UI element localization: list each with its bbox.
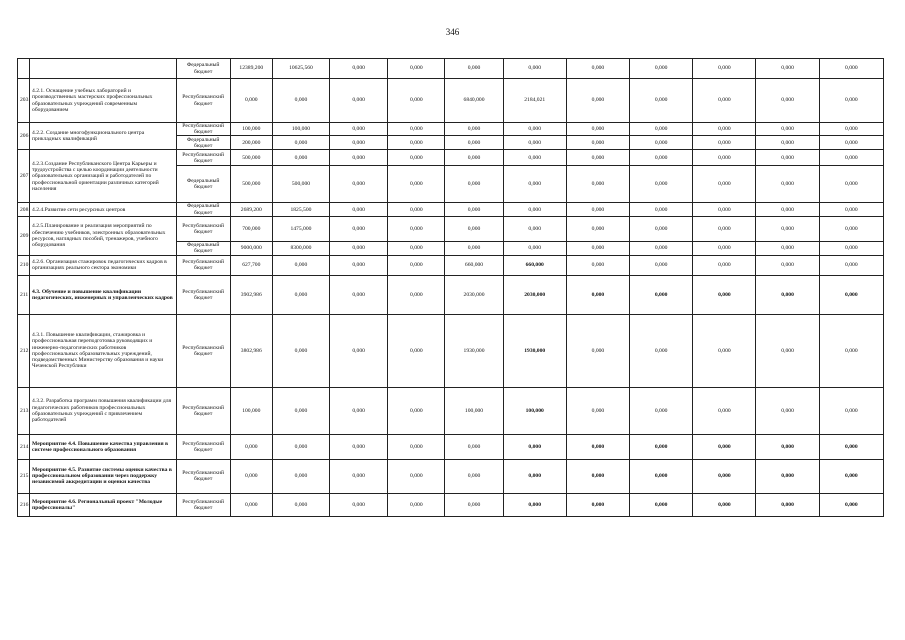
amount-cell: 0,000: [630, 216, 693, 241]
funding-source: Федеральный бюджет: [176, 59, 230, 79]
amount-cell: 8300,000: [272, 241, 329, 255]
amount-cell: 100,000: [230, 123, 272, 136]
activity-description: Мероприятие 4.4. Повышение качества управления в системе профессионального образования: [30, 434, 177, 459]
amount-cell: 0,000: [272, 459, 329, 493]
amount-cell: 0,000: [388, 123, 445, 136]
amount-cell: 660,000: [503, 255, 566, 275]
amount-cell: 0,000: [756, 387, 819, 434]
amount-cell: 0,000: [272, 493, 329, 516]
table-row: [18, 59, 884, 79]
amount-cell: 0,000: [566, 434, 629, 459]
amount-cell: 0,000: [630, 434, 693, 459]
amount-cell: 0,000: [630, 255, 693, 275]
amount-cell: 0,000: [272, 79, 329, 123]
amount-cell: 0,000: [503, 166, 566, 203]
amount-cell: 0,000: [503, 136, 566, 150]
amount-cell: 0,000: [819, 241, 883, 255]
amount-cell: 0,000: [272, 434, 329, 459]
funding-source: Республиканский бюджет: [176, 275, 230, 314]
amount-cell: 0,000: [388, 241, 445, 255]
amount-cell: 0,000: [819, 275, 883, 314]
amount-cell: 0,000: [445, 434, 503, 459]
amount-cell: 0,000: [819, 203, 883, 216]
amount-cell: 0,000: [819, 123, 883, 136]
amount-cell: 0,000: [566, 241, 629, 255]
amount-cell: 2184,021: [503, 79, 566, 123]
amount-cell: 500,000: [230, 150, 272, 166]
amount-cell: 0,000: [566, 150, 629, 166]
table-row: [18, 434, 884, 459]
amount-cell: 0,000: [756, 493, 819, 516]
activity-description: 4.2.3.Создание Республиканского Центра Карьеры и трудоустройства с целью координации деятельности образовательных организаций и работодателей по профессиональной ориентации различных категорий населения: [30, 150, 177, 203]
activity-description: 4.2.5.Планирование и реализация мероприятий по обеспечению учебников, электронных образовательных ресурсов, наглядных пособий, тренажеров, учебного оборудования: [30, 216, 177, 255]
amount-cell: 1930,000: [503, 314, 566, 387]
amount-cell: 0,000: [756, 314, 819, 387]
amount-cell: 0,000: [330, 275, 388, 314]
activity-description: 4.2.6. Организация стажировок педагогических кадров в организациях реального сектора экономики: [30, 255, 177, 275]
amount-cell: 0,000: [388, 166, 445, 203]
amount-cell: 100,000: [230, 387, 272, 434]
amount-cell: 0,000: [756, 434, 819, 459]
amount-cell: 0,000: [756, 255, 819, 275]
activity-description: 4.2.2. Создание многофункционального центра прикладных квалификаций: [30, 123, 177, 150]
amount-cell: 0,000: [566, 79, 629, 123]
table-row: [18, 255, 884, 275]
amount-cell: 0,000: [693, 387, 756, 434]
table-row: [18, 150, 884, 166]
amount-cell: 0,000: [756, 241, 819, 255]
amount-cell: 0,000: [272, 255, 329, 275]
amount-cell: 0,000: [330, 136, 388, 150]
amount-cell: 0,000: [756, 459, 819, 493]
activity-description: 4.3.1. Повышение квалификации, стажировка и профессиональная переподготовка руководящих и инженерно-педагогических работников профессиональных образовательных учреждений, подведомственных Министерству образования и науки Чеченской Республики: [30, 314, 177, 387]
funding-source: Республиканский бюджет: [176, 255, 230, 275]
amount-cell: 0,000: [330, 166, 388, 203]
amount-cell: 0,000: [693, 275, 756, 314]
funding-source: Республиканский бюджет: [176, 434, 230, 459]
amount-cell: 0,000: [566, 387, 629, 434]
table-row: [18, 123, 884, 136]
row-number: 208: [18, 203, 30, 216]
amount-cell: 0,000: [566, 136, 629, 150]
amount-cell: 2030,000: [503, 275, 566, 314]
amount-cell: 0,000: [819, 166, 883, 203]
amount-cell: 0,000: [388, 150, 445, 166]
amount-cell: 0,000: [693, 241, 756, 255]
amount-cell: 0,000: [388, 59, 445, 79]
amount-cell: 0,000: [566, 459, 629, 493]
amount-cell: 0,000: [503, 203, 566, 216]
amount-cell: 0,000: [756, 59, 819, 79]
amount-cell: 660,000: [445, 255, 503, 275]
amount-cell: 0,000: [330, 459, 388, 493]
amount-cell: 0,000: [503, 59, 566, 79]
row-number: 216: [18, 493, 30, 516]
funding-source: Республиканский бюджет: [176, 387, 230, 434]
amount-cell: 0,000: [630, 136, 693, 150]
table-row: [18, 493, 884, 516]
amount-cell: 0,000: [756, 123, 819, 136]
amount-cell: 0,000: [388, 387, 445, 434]
amount-cell: 0,000: [445, 136, 503, 150]
amount-cell: 0,000: [272, 275, 329, 314]
amount-cell: 0,000: [819, 136, 883, 150]
amount-cell: 0,000: [503, 459, 566, 493]
amount-cell: 0,000: [445, 150, 503, 166]
amount-cell: 0,000: [693, 79, 756, 123]
amount-cell: 0,000: [819, 255, 883, 275]
funding-source: Федеральный бюджет: [176, 203, 230, 216]
amount-cell: 0,000: [388, 136, 445, 150]
amount-cell: 10625,560: [272, 59, 329, 79]
amount-cell: 0,000: [503, 123, 566, 136]
row-number: 215: [18, 459, 30, 493]
page-number: 346: [445, 27, 460, 37]
row-number: 203: [18, 79, 30, 123]
budget-table: [17, 58, 884, 517]
amount-cell: 0,000: [693, 150, 756, 166]
amount-cell: 0,000: [693, 136, 756, 150]
amount-cell: 1930,000: [445, 314, 503, 387]
amount-cell: 0,000: [756, 203, 819, 216]
amount-cell: 0,000: [819, 59, 883, 79]
amount-cell: 0,000: [503, 150, 566, 166]
amount-cell: 100,000: [272, 123, 329, 136]
amount-cell: 0,000: [756, 166, 819, 203]
amount-cell: 0,000: [756, 275, 819, 314]
amount-cell: 0,000: [693, 59, 756, 79]
amount-cell: 0,000: [630, 166, 693, 203]
amount-cell: 1825,500: [272, 203, 329, 216]
amount-cell: 0,000: [272, 136, 329, 150]
amount-cell: 0,000: [630, 79, 693, 123]
table-row: [18, 275, 884, 314]
amount-cell: 0,000: [819, 150, 883, 166]
amount-cell: 0,000: [388, 314, 445, 387]
table-row: [18, 216, 884, 241]
amount-cell: 0,000: [566, 493, 629, 516]
amount-cell: 0,000: [330, 387, 388, 434]
amount-cell: 0,000: [630, 203, 693, 216]
amount-cell: 0,000: [388, 203, 445, 216]
amount-cell: 0,000: [445, 216, 503, 241]
amount-cell: 0,000: [445, 459, 503, 493]
amount-cell: 3902,986: [230, 275, 272, 314]
funding-source: Республиканский бюджет: [176, 459, 230, 493]
amount-cell: 0,000: [330, 434, 388, 459]
activity-description: 4.2.4.Развитие сети ресурсных центров: [30, 203, 177, 216]
amount-cell: 0,000: [330, 203, 388, 216]
amount-cell: 0,000: [445, 123, 503, 136]
amount-cell: 0,000: [230, 493, 272, 516]
amount-cell: 0,000: [388, 79, 445, 123]
amount-cell: 0,000: [630, 493, 693, 516]
amount-cell: 2030,000: [445, 275, 503, 314]
amount-cell: 100,000: [503, 387, 566, 434]
row-number: 209: [18, 216, 30, 255]
amount-cell: 0,000: [330, 255, 388, 275]
amount-cell: 0,000: [693, 493, 756, 516]
amount-cell: 0,000: [272, 150, 329, 166]
amount-cell: 0,000: [503, 216, 566, 241]
table-row: [18, 314, 884, 387]
funding-source: Федеральный бюджет: [176, 136, 230, 150]
funding-source: Республиканский бюджет: [176, 150, 230, 166]
amount-cell: 1475,000: [272, 216, 329, 241]
amount-cell: 0,000: [819, 314, 883, 387]
amount-cell: 3802,986: [230, 314, 272, 387]
funding-source: Республиканский бюджет: [176, 314, 230, 387]
amount-cell: 0,000: [756, 79, 819, 123]
row-number: 207: [18, 150, 30, 203]
amount-cell: 0,000: [566, 255, 629, 275]
amount-cell: 0,000: [272, 387, 329, 434]
row-number: 214: [18, 434, 30, 459]
amount-cell: 0,000: [388, 275, 445, 314]
amount-cell: 0,000: [445, 493, 503, 516]
funding-source: Федеральный бюджет: [176, 166, 230, 203]
amount-cell: 0,000: [330, 314, 388, 387]
row-number: 213: [18, 387, 30, 434]
amount-cell: 0,000: [388, 493, 445, 516]
activity-description: 4.3.2. Разработка программ повышения квалификации для педагогических работников профессиональных образовательных учреждений с привлечением работодателей: [30, 387, 177, 434]
amount-cell: 0,000: [693, 434, 756, 459]
funding-source: Республиканский бюджет: [176, 493, 230, 516]
row-number: 211: [18, 275, 30, 314]
amount-cell: 0,000: [693, 255, 756, 275]
amount-cell: 2689,200: [230, 203, 272, 216]
amount-cell: 0,000: [388, 459, 445, 493]
amount-cell: 0,000: [630, 275, 693, 314]
activity-description: Мероприятие 4.6. Региональный проект "Молодые профессионалы": [30, 493, 177, 516]
amount-cell: 0,000: [630, 123, 693, 136]
amount-cell: 0,000: [693, 314, 756, 387]
table-row: [18, 79, 884, 123]
activity-description: 4.3. Обучение и повышение квалификации педагогических, инженерных и управленческих кадров: [30, 275, 177, 314]
amount-cell: 6840,000: [445, 79, 503, 123]
row-number: 210: [18, 255, 30, 275]
amount-cell: 200,000: [230, 136, 272, 150]
amount-cell: 0,000: [503, 493, 566, 516]
amount-cell: 0,000: [630, 387, 693, 434]
amount-cell: 0,000: [445, 166, 503, 203]
amount-cell: 0,000: [693, 166, 756, 203]
amount-cell: 0,000: [566, 203, 629, 216]
amount-cell: 0,000: [566, 166, 629, 203]
amount-cell: 0,000: [566, 123, 629, 136]
table-row: [18, 387, 884, 434]
amount-cell: 0,000: [330, 79, 388, 123]
amount-cell: 0,000: [230, 459, 272, 493]
amount-cell: 100,000: [445, 387, 503, 434]
amount-cell: 0,000: [388, 216, 445, 241]
amount-cell: 0,000: [693, 123, 756, 136]
amount-cell: 9000,000: [230, 241, 272, 255]
amount-cell: 0,000: [819, 493, 883, 516]
amount-cell: 0,000: [819, 434, 883, 459]
amount-cell: 0,000: [330, 241, 388, 255]
amount-cell: 0,000: [445, 59, 503, 79]
amount-cell: 0,000: [819, 387, 883, 434]
amount-cell: 0,000: [819, 459, 883, 493]
amount-cell: 0,000: [566, 216, 629, 241]
amount-cell: 0,000: [756, 150, 819, 166]
table-row: [18, 203, 884, 216]
funding-source: Республиканский бюджет: [176, 123, 230, 136]
row-number: [18, 59, 30, 79]
amount-cell: 0,000: [445, 241, 503, 255]
amount-cell: 0,000: [819, 79, 883, 123]
amount-cell: 700,000: [230, 216, 272, 241]
amount-cell: 0,000: [503, 241, 566, 255]
amount-cell: 0,000: [630, 59, 693, 79]
amount-cell: 0,000: [630, 150, 693, 166]
row-number: 206: [18, 123, 30, 150]
amount-cell: 0,000: [756, 136, 819, 150]
amount-cell: 0,000: [630, 241, 693, 255]
table-row: [18, 459, 884, 493]
amount-cell: 0,000: [230, 79, 272, 123]
amount-cell: 0,000: [388, 255, 445, 275]
amount-cell: 0,000: [388, 434, 445, 459]
amount-cell: 12389,200: [230, 59, 272, 79]
amount-cell: 500,000: [272, 166, 329, 203]
amount-cell: 0,000: [503, 434, 566, 459]
amount-cell: 500,000: [230, 166, 272, 203]
amount-cell: 0,000: [566, 59, 629, 79]
funding-source: Республиканский бюджет: [176, 216, 230, 241]
amount-cell: 0,000: [693, 216, 756, 241]
amount-cell: 0,000: [566, 314, 629, 387]
amount-cell: 0,000: [630, 459, 693, 493]
amount-cell: 0,000: [330, 216, 388, 241]
activity-description: Мероприятие 4.5. Развитие системы оценки качества в профессиональном образовании через поддержку независимой аккредитации и оценки качества: [30, 459, 177, 493]
amount-cell: 0,000: [330, 59, 388, 79]
amount-cell: 0,000: [445, 203, 503, 216]
amount-cell: 0,000: [819, 216, 883, 241]
activity-description: [30, 59, 177, 79]
amount-cell: 0,000: [330, 150, 388, 166]
amount-cell: 627,700: [230, 255, 272, 275]
amount-cell: 0,000: [330, 123, 388, 136]
funding-source: Республиканский бюджет: [176, 79, 230, 123]
amount-cell: 0,000: [693, 203, 756, 216]
amount-cell: 0,000: [756, 216, 819, 241]
activity-description: 4.2.1. Оснащение учебных лабораторий и производственных мастерских профессиональных образовательных учреждений современным оборудованием: [30, 79, 177, 123]
amount-cell: 0,000: [693, 459, 756, 493]
row-number: 212: [18, 314, 30, 387]
amount-cell: 0,000: [330, 493, 388, 516]
amount-cell: 0,000: [566, 275, 629, 314]
funding-source: Федеральный бюджет: [176, 241, 230, 255]
amount-cell: 0,000: [272, 314, 329, 387]
amount-cell: 0,000: [230, 434, 272, 459]
amount-cell: 0,000: [630, 314, 693, 387]
